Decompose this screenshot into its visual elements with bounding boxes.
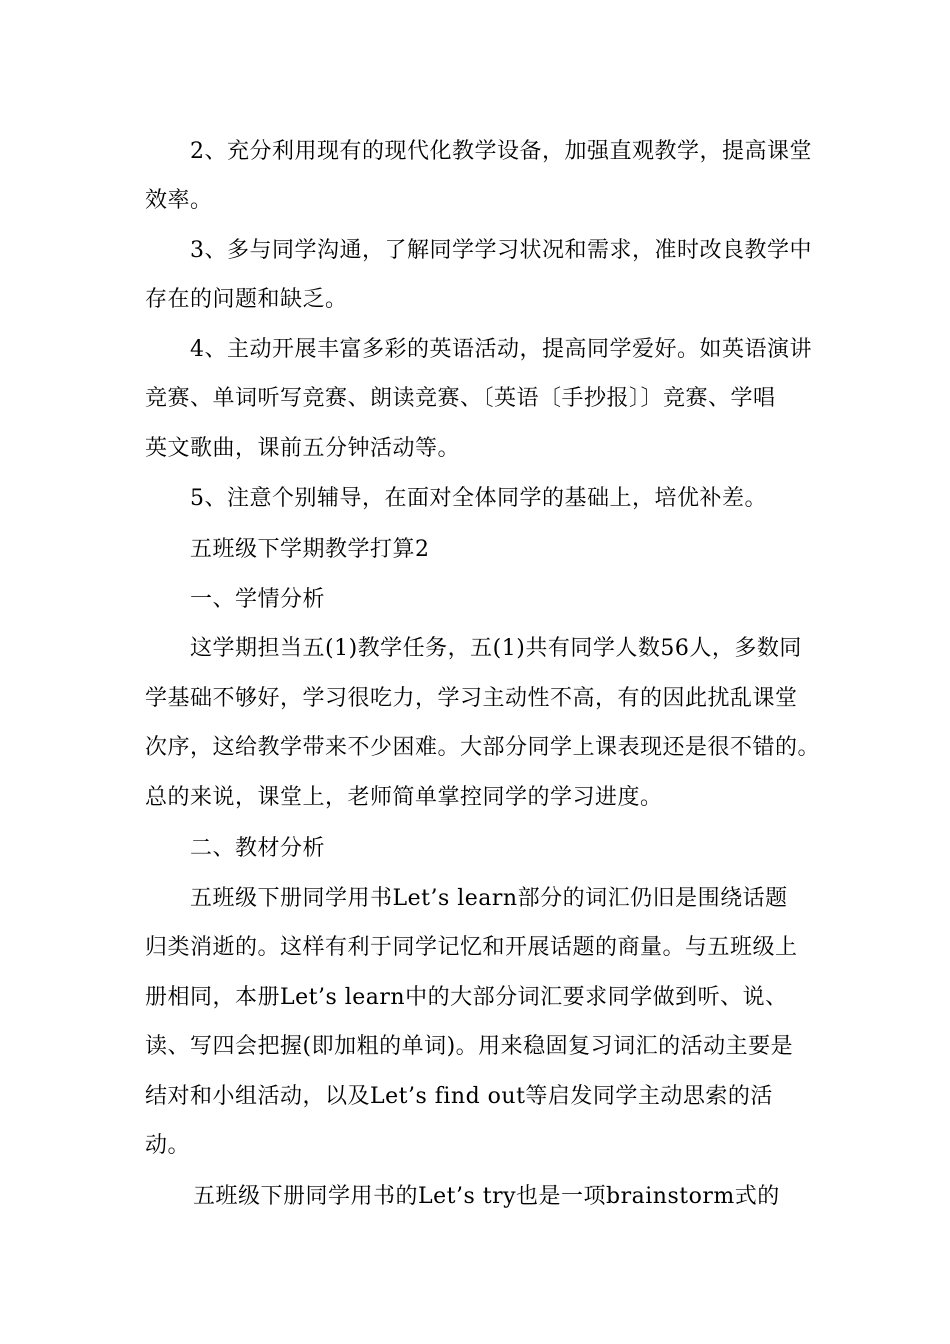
paragraph-line: 五班级下册同学用书的Let’s try也是一项brainstorm式的 xyxy=(193,1184,780,1209)
paragraph-line: 学基础不够好，学习很吃力，学习主动性不高，有的因此扰乱课堂 xyxy=(145,686,798,711)
paragraph-line: 五班级下册同学用书Let’s learn部分的词汇仍旧是围绕话题 xyxy=(190,886,788,911)
paragraph-line: 2、充分利用现有的现代化教学设备，加强直观教学，提高课堂 xyxy=(190,139,812,164)
paragraph-line: 英文歌曲，课前五分钟活动等。 xyxy=(145,436,461,461)
paragraph-line: 竞赛、单词听写竞赛、朗读竞赛、〔英语〔手抄报〕〕竞赛、学唱 xyxy=(145,386,776,411)
paragraph-line: 效率。 xyxy=(145,188,213,213)
paragraph-line: 这学期担当五(1)教学任务，五(1)共有同学人数56人，多数同 xyxy=(190,636,802,661)
paragraph-line: 4、主动开展丰富多彩的英语活动，提高同学爱好。如英语演讲 xyxy=(190,337,812,362)
paragraph-line: 结对和小组活动，以及Let’s find out等启发同学主动思索的活 xyxy=(145,1084,773,1109)
section-title: 五班级下学期教学打算2 xyxy=(190,537,430,562)
paragraph-line: 归类消逝的。这样有利于同学记忆和开展话题的商量。与五班级上 xyxy=(145,935,798,960)
paragraph-line: 动。 xyxy=(145,1133,191,1158)
paragraph-line: 次序，这给教学带来不少困难。大部分同学上课表现还是很不错的。 xyxy=(145,735,821,760)
paragraph-line: 读、写四会把握(即加粗的单词)。用来稳固复习词汇的活动主要是 xyxy=(145,1034,794,1059)
paragraph-line: 5、注意个别辅导，在面对全体同学的基础上，培优补差。 xyxy=(190,486,767,511)
paragraph-line: 总的来说，课堂上，老师简单掌控同学的学习进度。 xyxy=(145,785,663,810)
section-heading: 二、教材分析 xyxy=(190,836,326,861)
section-heading: 一、学情分析 xyxy=(190,587,326,612)
paragraph-line: 册相同，本册Let’s learn中的大部分词汇要求同学做到听、说、 xyxy=(145,985,788,1010)
paragraph-line: 存在的问题和缺乏。 xyxy=(145,287,348,312)
paragraph-line: 3、多与同学沟通，了解同学学习状况和需求，准时改良教学中 xyxy=(190,238,812,263)
